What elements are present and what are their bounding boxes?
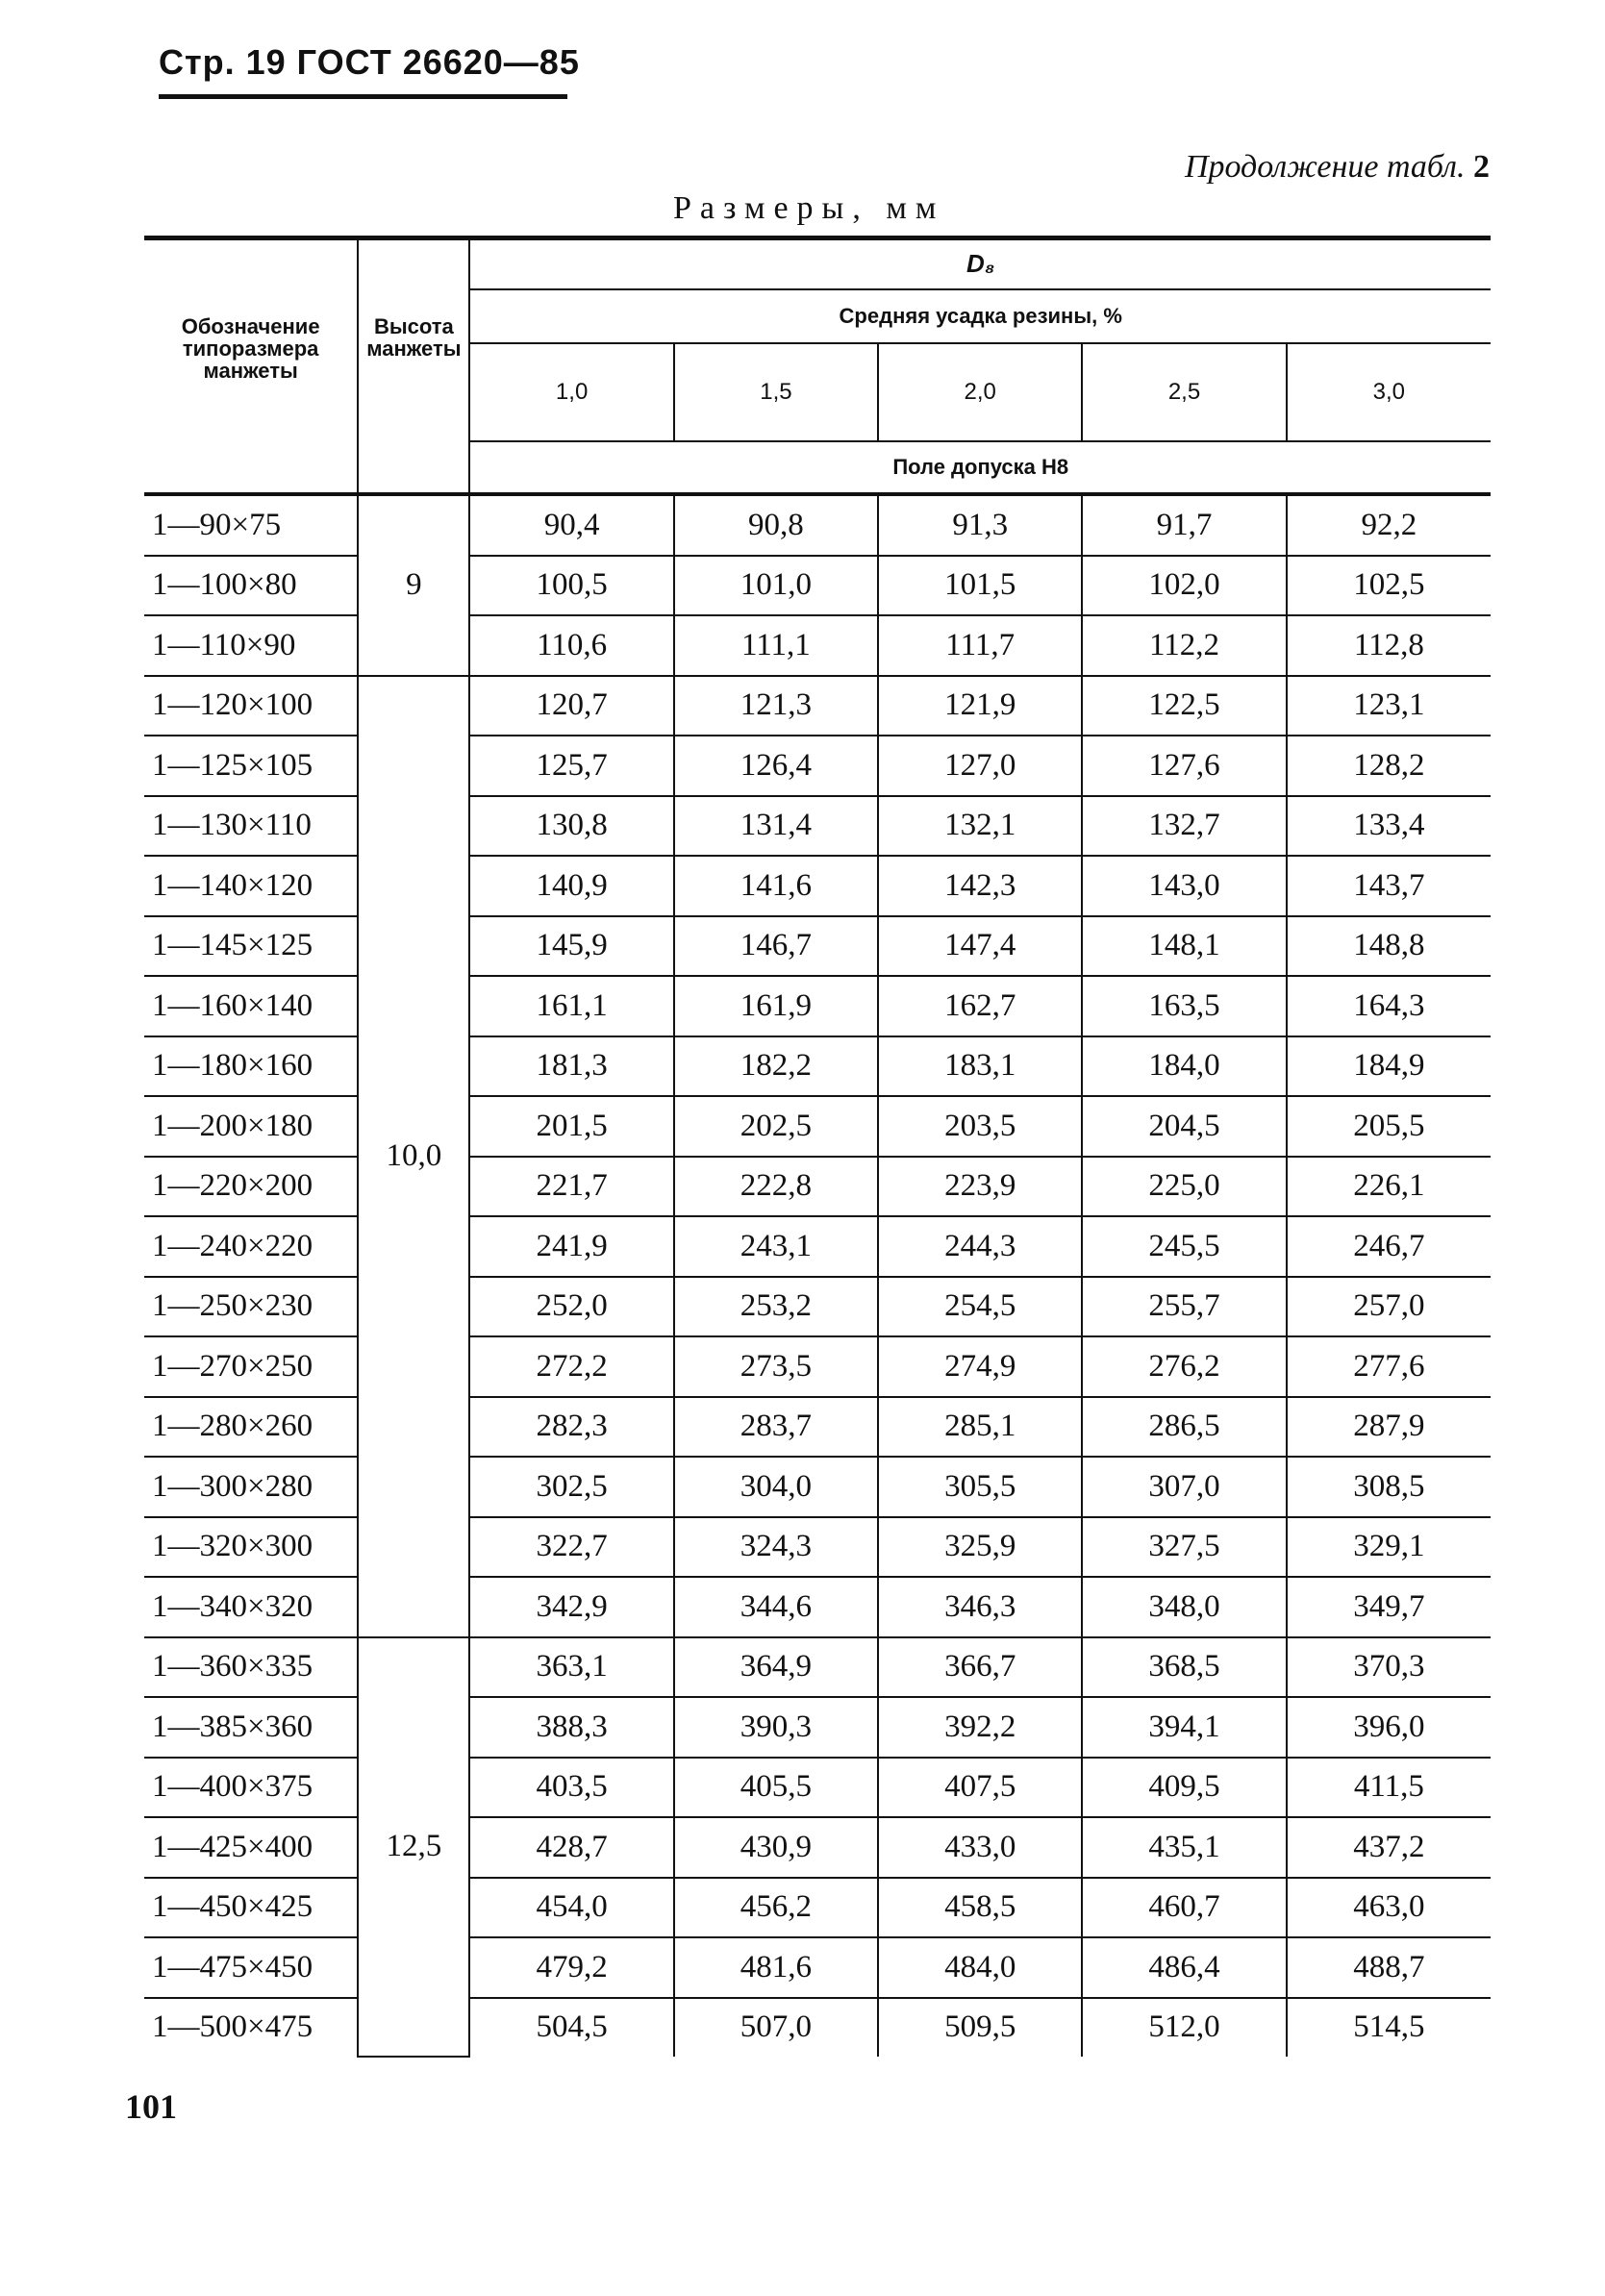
value-cell: 479,2 bbox=[469, 1937, 673, 1998]
value-cell: 100,5 bbox=[469, 556, 673, 616]
value-cell: 128,2 bbox=[1287, 736, 1491, 796]
value-cell: 204,5 bbox=[1082, 1096, 1286, 1157]
table-row bbox=[144, 1637, 1491, 1698]
value-cell: 396,0 bbox=[1287, 1697, 1491, 1758]
value-cell: 125,7 bbox=[469, 736, 673, 796]
designation-cell: 1—425×400 bbox=[144, 1817, 358, 1878]
value-cell: 486,4 bbox=[1082, 1937, 1286, 1998]
value-cell: 126,4 bbox=[674, 736, 878, 796]
value-cell: 101,0 bbox=[674, 556, 878, 616]
page-number: 101 bbox=[125, 2087, 177, 2126]
dimensions-table-wrapper bbox=[144, 236, 1491, 2058]
designation-cell: 1—270×250 bbox=[144, 1336, 358, 1397]
designation-cell: 1—145×125 bbox=[144, 916, 358, 977]
value-cell: 182,2 bbox=[674, 1036, 878, 1097]
value-cell: 148,1 bbox=[1082, 916, 1286, 977]
value-cell: 133,4 bbox=[1287, 796, 1491, 857]
value-cell: 243,1 bbox=[674, 1216, 878, 1277]
value-cell: 307,0 bbox=[1082, 1457, 1286, 1517]
designation-cell: 1—385×360 bbox=[144, 1697, 358, 1758]
value-cell: 140,9 bbox=[469, 856, 673, 916]
designation-cell: 1—100×80 bbox=[144, 556, 358, 616]
designation-cell: 1—200×180 bbox=[144, 1096, 358, 1157]
value-cell: 456,2 bbox=[674, 1878, 878, 1938]
value-cell: 304,0 bbox=[674, 1457, 878, 1517]
value-cell: 274,9 bbox=[878, 1336, 1082, 1397]
value-cell: 226,1 bbox=[1287, 1157, 1491, 1217]
value-cell: 329,1 bbox=[1287, 1517, 1491, 1578]
value-cell: 276,2 bbox=[1082, 1336, 1286, 1397]
value-cell: 394,1 bbox=[1082, 1697, 1286, 1758]
table-row bbox=[144, 556, 1491, 616]
value-cell: 201,5 bbox=[469, 1096, 673, 1157]
value-cell: 143,7 bbox=[1287, 856, 1491, 916]
d8-header: D₈ bbox=[469, 238, 1491, 290]
value-cell: 388,3 bbox=[469, 1697, 673, 1758]
page-header: Стр. 19 ГОСТ 26620—85 bbox=[159, 42, 580, 82]
value-cell: 101,5 bbox=[878, 556, 1082, 616]
value-cell: 509,5 bbox=[878, 1998, 1082, 2058]
continuation-text: Продолжение табл. bbox=[1184, 149, 1466, 185]
shrinkage-value-header: 2,5 bbox=[1082, 343, 1286, 441]
value-cell: 364,9 bbox=[674, 1637, 878, 1698]
value-cell: 308,5 bbox=[1287, 1457, 1491, 1517]
table-row bbox=[144, 615, 1491, 676]
value-cell: 163,5 bbox=[1082, 976, 1286, 1036]
value-cell: 390,3 bbox=[674, 1697, 878, 1758]
designation-cell: 1—120×100 bbox=[144, 676, 358, 736]
value-cell: 102,5 bbox=[1287, 556, 1491, 616]
value-cell: 514,5 bbox=[1287, 1998, 1491, 2058]
designation-cell: 1—125×105 bbox=[144, 736, 358, 796]
value-cell: 146,7 bbox=[674, 916, 878, 977]
table-row bbox=[144, 1036, 1491, 1097]
value-cell: 127,0 bbox=[878, 736, 1082, 796]
shrinkage-value-header: 1,5 bbox=[674, 343, 878, 441]
designation-cell: 1—320×300 bbox=[144, 1517, 358, 1578]
designation-cell: 1—220×200 bbox=[144, 1157, 358, 1217]
value-cell: 392,2 bbox=[878, 1697, 1082, 1758]
value-cell: 90,8 bbox=[674, 494, 878, 556]
value-cell: 324,3 bbox=[674, 1517, 878, 1578]
value-cell: 277,6 bbox=[1287, 1336, 1491, 1397]
value-cell: 225,0 bbox=[1082, 1157, 1286, 1217]
value-cell: 184,0 bbox=[1082, 1036, 1286, 1097]
value-cell: 430,9 bbox=[674, 1817, 878, 1878]
value-cell: 91,3 bbox=[878, 494, 1082, 556]
value-cell: 327,5 bbox=[1082, 1517, 1286, 1578]
value-cell: 184,9 bbox=[1287, 1036, 1491, 1097]
value-cell: 488,7 bbox=[1287, 1937, 1491, 1998]
table-row bbox=[144, 1096, 1491, 1157]
table-row bbox=[144, 1157, 1491, 1217]
value-cell: 121,3 bbox=[674, 676, 878, 736]
table-row bbox=[144, 916, 1491, 977]
value-cell: 162,7 bbox=[878, 976, 1082, 1036]
table-body bbox=[144, 494, 1491, 2057]
value-cell: 110,6 bbox=[469, 615, 673, 676]
table-row bbox=[144, 1216, 1491, 1277]
value-cell: 285,1 bbox=[878, 1397, 1082, 1458]
value-cell: 122,5 bbox=[1082, 676, 1286, 736]
height-cell: 10,0 bbox=[358, 676, 469, 1637]
value-cell: 405,5 bbox=[674, 1758, 878, 1818]
value-cell: 257,0 bbox=[1287, 1277, 1491, 1337]
table-row bbox=[144, 976, 1491, 1036]
value-cell: 287,9 bbox=[1287, 1397, 1491, 1458]
value-cell: 437,2 bbox=[1287, 1817, 1491, 1878]
value-cell: 282,3 bbox=[469, 1397, 673, 1458]
value-cell: 131,4 bbox=[674, 796, 878, 857]
dimensions-table bbox=[144, 236, 1491, 2058]
value-cell: 322,7 bbox=[469, 1517, 673, 1578]
value-cell: 273,5 bbox=[674, 1336, 878, 1397]
value-cell: 348,0 bbox=[1082, 1577, 1286, 1637]
designation-cell: 1—360×335 bbox=[144, 1637, 358, 1698]
value-cell: 253,2 bbox=[674, 1277, 878, 1337]
value-cell: 90,4 bbox=[469, 494, 673, 556]
table-row bbox=[144, 1277, 1491, 1337]
value-cell: 366,7 bbox=[878, 1637, 1082, 1698]
table-row bbox=[144, 494, 1491, 556]
value-cell: 111,1 bbox=[674, 615, 878, 676]
designation-cell: 1—475×450 bbox=[144, 1937, 358, 1998]
value-cell: 161,1 bbox=[469, 976, 673, 1036]
value-cell: 161,9 bbox=[674, 976, 878, 1036]
designation-cell: 1—140×120 bbox=[144, 856, 358, 916]
table-row bbox=[144, 1336, 1491, 1397]
shrinkage-header: Средняя усадка резины, % bbox=[469, 289, 1491, 343]
table-row bbox=[144, 796, 1491, 857]
value-cell: 435,1 bbox=[1082, 1817, 1286, 1878]
value-cell: 368,5 bbox=[1082, 1637, 1286, 1698]
value-cell: 222,8 bbox=[674, 1157, 878, 1217]
table-row bbox=[144, 1878, 1491, 1938]
value-cell: 111,7 bbox=[878, 615, 1082, 676]
value-cell: 132,1 bbox=[878, 796, 1082, 857]
table-row bbox=[144, 1457, 1491, 1517]
value-cell: 183,1 bbox=[878, 1036, 1082, 1097]
value-cell: 302,5 bbox=[469, 1457, 673, 1517]
value-cell: 283,7 bbox=[674, 1397, 878, 1458]
value-cell: 409,5 bbox=[1082, 1758, 1286, 1818]
designation-cell: 1—450×425 bbox=[144, 1878, 358, 1938]
designation-cell: 1—400×375 bbox=[144, 1758, 358, 1818]
value-cell: 507,0 bbox=[674, 1998, 878, 2058]
table-row bbox=[144, 676, 1491, 736]
value-cell: 145,9 bbox=[469, 916, 673, 977]
value-cell: 221,7 bbox=[469, 1157, 673, 1217]
value-cell: 255,7 bbox=[1082, 1277, 1286, 1337]
value-cell: 143,0 bbox=[1082, 856, 1286, 916]
table-row bbox=[144, 1758, 1491, 1818]
value-cell: 272,2 bbox=[469, 1336, 673, 1397]
value-cell: 112,8 bbox=[1287, 615, 1491, 676]
value-cell: 254,5 bbox=[878, 1277, 1082, 1337]
value-cell: 342,9 bbox=[469, 1577, 673, 1637]
value-cell: 164,3 bbox=[1287, 976, 1491, 1036]
designation-cell: 1—110×90 bbox=[144, 615, 358, 676]
height-cell: 9 bbox=[358, 494, 469, 676]
continuation-note bbox=[1185, 149, 1490, 186]
value-cell: 223,9 bbox=[878, 1157, 1082, 1217]
units-caption: Размеры, мм bbox=[673, 190, 945, 226]
designation-cell: 1—300×280 bbox=[144, 1457, 358, 1517]
value-cell: 203,5 bbox=[878, 1096, 1082, 1157]
value-cell: 121,9 bbox=[878, 676, 1082, 736]
height-cell: 12,5 bbox=[358, 1637, 469, 2058]
value-cell: 428,7 bbox=[469, 1817, 673, 1878]
shrinkage-value-header: 3,0 bbox=[1287, 343, 1491, 441]
col-designation-header: Обозначение типоразмера манжеты bbox=[144, 238, 358, 495]
table-row bbox=[144, 1397, 1491, 1458]
value-cell: 123,1 bbox=[1287, 676, 1491, 736]
designation-cell: 1—500×475 bbox=[152, 2009, 313, 2045]
value-cell: 252,0 bbox=[469, 1277, 673, 1337]
value-cell: 454,0 bbox=[469, 1878, 673, 1938]
designation-cell: 1—160×140 bbox=[144, 976, 358, 1036]
col-height-header: Высота манжеты bbox=[358, 238, 469, 495]
value-cell: 181,3 bbox=[469, 1036, 673, 1097]
designation-cell: 1—240×220 bbox=[144, 1216, 358, 1277]
value-cell: 512,0 bbox=[1082, 1998, 1286, 2058]
table-row bbox=[144, 1697, 1491, 1758]
value-cell: 305,5 bbox=[878, 1457, 1082, 1517]
value-cell: 363,1 bbox=[469, 1637, 673, 1698]
value-cell: 245,5 bbox=[1082, 1216, 1286, 1277]
shrinkage-value-header: 1,0 bbox=[469, 343, 673, 441]
table-row bbox=[144, 736, 1491, 796]
value-cell: 148,8 bbox=[1287, 916, 1491, 977]
designation-cell: 1—180×160 bbox=[144, 1036, 358, 1097]
table-row bbox=[144, 1817, 1491, 1878]
designation-cell: 1—90×75 bbox=[144, 494, 358, 556]
continuation-number: 2 bbox=[1473, 149, 1490, 185]
value-cell: 484,0 bbox=[878, 1937, 1082, 1998]
value-cell: 130,8 bbox=[469, 796, 673, 857]
table-row bbox=[144, 1998, 1491, 2058]
value-cell: 349,7 bbox=[1287, 1577, 1491, 1637]
header-rule bbox=[159, 94, 567, 99]
value-cell: 463,0 bbox=[1287, 1878, 1491, 1938]
tolerance-header: Поле допуска H8 bbox=[469, 441, 1491, 494]
table-row bbox=[144, 1937, 1491, 1998]
value-cell: 141,6 bbox=[674, 856, 878, 916]
value-cell: 481,6 bbox=[674, 1937, 878, 1998]
designation-cell: 1—280×260 bbox=[144, 1397, 358, 1458]
value-cell: 91,7 bbox=[1082, 494, 1286, 556]
value-cell: 142,3 bbox=[878, 856, 1082, 916]
value-cell: 458,5 bbox=[878, 1878, 1082, 1938]
value-cell: 132,7 bbox=[1082, 796, 1286, 857]
value-cell: 127,6 bbox=[1082, 736, 1286, 796]
table-row bbox=[144, 856, 1491, 916]
value-cell: 344,6 bbox=[674, 1577, 878, 1637]
value-cell: 120,7 bbox=[469, 676, 673, 736]
table-row bbox=[144, 1577, 1491, 1637]
value-cell: 246,7 bbox=[1287, 1216, 1491, 1277]
value-cell: 202,5 bbox=[674, 1096, 878, 1157]
value-cell: 325,9 bbox=[878, 1517, 1082, 1578]
value-cell: 370,3 bbox=[1287, 1637, 1491, 1698]
value-cell: 504,5 bbox=[469, 1998, 673, 2058]
value-cell: 92,2 bbox=[1287, 494, 1491, 556]
value-cell: 205,5 bbox=[1287, 1096, 1491, 1157]
table-row bbox=[144, 1517, 1491, 1578]
value-cell: 241,9 bbox=[469, 1216, 673, 1277]
value-cell: 147,4 bbox=[878, 916, 1082, 977]
value-cell: 460,7 bbox=[1082, 1878, 1286, 1938]
value-cell: 411,5 bbox=[1287, 1758, 1491, 1818]
value-cell: 403,5 bbox=[469, 1758, 673, 1818]
value-cell: 286,5 bbox=[1082, 1397, 1286, 1458]
designation-cell: 1—340×320 bbox=[144, 1577, 358, 1637]
value-cell: 433,0 bbox=[878, 1817, 1082, 1878]
shrinkage-value-header: 2,0 bbox=[878, 343, 1082, 441]
designation-cell: 1—130×110 bbox=[144, 796, 358, 857]
value-cell: 346,3 bbox=[878, 1577, 1082, 1637]
value-cell: 407,5 bbox=[878, 1758, 1082, 1818]
value-cell: 102,0 bbox=[1082, 556, 1286, 616]
value-cell: 112,2 bbox=[1082, 615, 1286, 676]
value-cell: 244,3 bbox=[878, 1216, 1082, 1277]
designation-cell: 1—250×230 bbox=[144, 1277, 358, 1337]
